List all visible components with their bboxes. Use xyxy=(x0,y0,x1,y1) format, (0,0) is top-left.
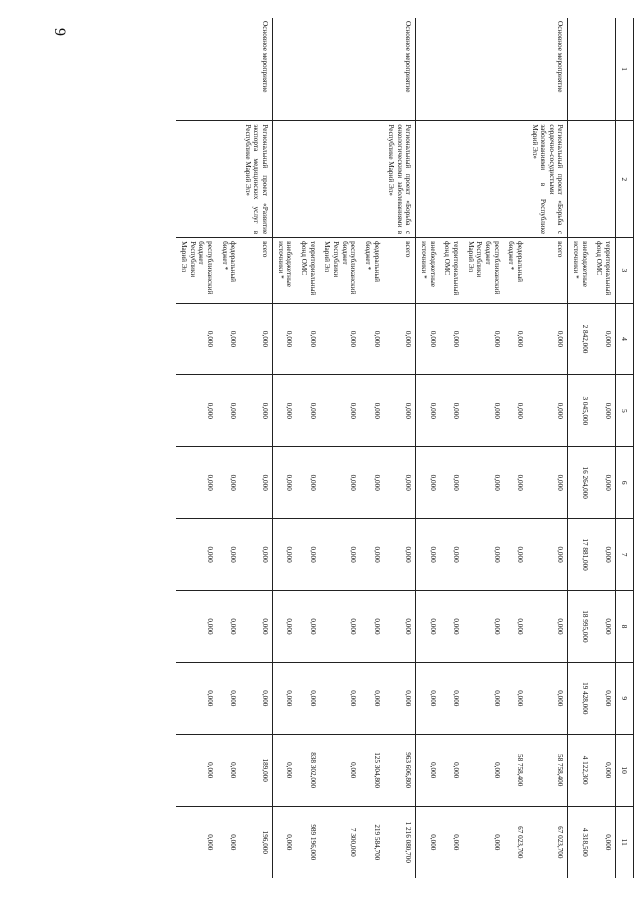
value-cell: 0,000 xyxy=(296,662,319,734)
value-cell: 0,000 xyxy=(176,662,217,734)
value-cell: 0,000 xyxy=(217,447,240,519)
value-cell: 0,000 xyxy=(360,303,383,375)
value-cell: 0,000 xyxy=(273,662,297,734)
value-cell: 0,000 xyxy=(240,591,272,663)
value-cell: 0,000 xyxy=(240,303,272,375)
table-row xyxy=(527,18,568,878)
activity-type-cell xyxy=(463,18,504,121)
project-name-cell xyxy=(296,121,319,238)
table-row xyxy=(217,18,240,878)
table-header-row xyxy=(616,18,634,878)
value-cell: 0,000 xyxy=(176,303,217,375)
value-cell: 0,000 xyxy=(320,303,361,375)
value-cell: 58 758,400 xyxy=(504,734,527,806)
project-name-cell xyxy=(504,121,527,238)
project-name-cell: Региональный проект «Развитие экспорта медицинских услуг в Республике Марий Эл» xyxy=(240,121,272,238)
value-cell: 0,000 xyxy=(504,303,527,375)
value-cell: 0,000 xyxy=(592,447,616,519)
activity-type-cell xyxy=(217,18,240,121)
column-header-5: 5 xyxy=(616,375,634,447)
value-cell: 67 023,700 xyxy=(504,806,527,878)
funding-source-cell: внебюджетные источники * xyxy=(273,238,297,303)
value-cell: 0,000 xyxy=(416,662,440,734)
value-cell: 0,000 xyxy=(296,303,319,375)
column-header-4: 4 xyxy=(616,303,634,375)
project-name-cell xyxy=(440,121,463,238)
value-cell: 0,000 xyxy=(296,591,319,663)
value-cell: 0,000 xyxy=(217,734,240,806)
value-cell: 0,000 xyxy=(440,519,463,591)
value-cell: 0,000 xyxy=(592,519,616,591)
value-cell: 0,000 xyxy=(527,662,568,734)
value-cell: 0,000 xyxy=(463,519,504,591)
table-row xyxy=(360,18,383,878)
value-cell: 0,000 xyxy=(416,591,440,663)
value-cell: 0,000 xyxy=(504,447,527,519)
value-cell: 0,000 xyxy=(440,303,463,375)
value-cell: 0,000 xyxy=(176,375,217,447)
value-cell: 0,000 xyxy=(360,662,383,734)
project-name-cell xyxy=(568,121,592,238)
value-cell: 0,000 xyxy=(176,519,217,591)
value-cell: 0,000 xyxy=(440,806,463,878)
table-row xyxy=(592,18,616,878)
value-cell: 0,000 xyxy=(320,447,361,519)
value-cell: 0,000 xyxy=(504,519,527,591)
value-cell: 1 216 080,700 xyxy=(384,806,416,878)
value-cell: 18 995,000 xyxy=(568,591,592,663)
funding-source-cell: всего xyxy=(527,238,568,303)
column-header-8: 8 xyxy=(616,591,634,663)
value-cell: 0,000 xyxy=(463,662,504,734)
value-cell: 0,000 xyxy=(296,375,319,447)
value-cell: 0,000 xyxy=(240,662,272,734)
value-cell: 0,000 xyxy=(240,447,272,519)
funding-source-cell: всего xyxy=(240,238,272,303)
column-header-9: 9 xyxy=(616,662,634,734)
value-cell: 0,000 xyxy=(527,591,568,663)
value-cell: 0,000 xyxy=(273,375,297,447)
value-cell: 0,000 xyxy=(273,519,297,591)
value-cell: 19 428,000 xyxy=(568,662,592,734)
value-cell: 0,000 xyxy=(384,375,416,447)
column-header-7: 7 xyxy=(616,519,634,591)
project-name-cell: Региональный проект «Борьба с онкологическими заболеваниями в Республике Марий Эл» xyxy=(384,121,416,238)
value-cell: 0,000 xyxy=(527,519,568,591)
value-cell: 0,000 xyxy=(384,662,416,734)
project-name-cell: Региональный проект «Борьба с сердечно-сосудистыми заболеваниями в Республике Марий Эл» xyxy=(527,121,568,238)
value-cell: 3 045,000 xyxy=(568,375,592,447)
value-cell: 0,000 xyxy=(320,734,361,806)
activity-type-cell xyxy=(440,18,463,121)
value-cell: 0,000 xyxy=(384,519,416,591)
value-cell: 0,000 xyxy=(416,447,440,519)
table-row xyxy=(416,18,440,878)
value-cell: 0,000 xyxy=(416,519,440,591)
value-cell: 0,000 xyxy=(416,303,440,375)
column-header-6: 6 xyxy=(616,447,634,519)
funding-source-cell: республиканский бюджет Республики Марий Эл xyxy=(176,238,217,303)
project-name-cell xyxy=(360,121,383,238)
table-row xyxy=(504,18,527,878)
value-cell: 219 584,700 xyxy=(360,806,383,878)
project-name-cell xyxy=(320,121,361,238)
table-row xyxy=(568,18,592,878)
value-cell: 7 300,000 xyxy=(320,806,361,878)
value-cell: 0,000 xyxy=(527,375,568,447)
value-cell: 0,000 xyxy=(273,447,297,519)
value-cell: 0,000 xyxy=(416,375,440,447)
activity-type-cell xyxy=(568,18,592,121)
value-cell: 0,000 xyxy=(504,375,527,447)
activity-type-cell xyxy=(176,18,217,121)
column-header-2: 2 xyxy=(616,121,634,238)
value-cell: 0,000 xyxy=(320,519,361,591)
table-row xyxy=(384,18,416,878)
value-cell: 0,000 xyxy=(217,375,240,447)
activity-type-cell xyxy=(273,18,297,121)
value-cell: 0,000 xyxy=(273,591,297,663)
value-cell: 0,000 xyxy=(360,591,383,663)
column-header-3: 3 xyxy=(616,238,634,303)
value-cell: 67 023,700 xyxy=(527,806,568,878)
funding-table xyxy=(176,18,634,878)
table-row xyxy=(463,18,504,878)
value-cell: 0,000 xyxy=(504,662,527,734)
value-cell: 989 196,000 xyxy=(296,806,319,878)
column-header-11: 11 xyxy=(616,806,634,878)
value-cell: 0,000 xyxy=(176,734,217,806)
value-cell: 0,000 xyxy=(440,375,463,447)
table-row xyxy=(320,18,361,878)
value-cell: 0,000 xyxy=(217,806,240,878)
value-cell: 4 122,300 xyxy=(568,734,592,806)
activity-type-cell xyxy=(296,18,319,121)
value-cell: 0,000 xyxy=(217,591,240,663)
value-cell: 0,000 xyxy=(176,591,217,663)
activity-type-cell xyxy=(592,18,616,121)
activity-type-cell: Основное мероприятие xyxy=(527,18,568,121)
project-name-cell xyxy=(416,121,440,238)
value-cell: 0,000 xyxy=(504,591,527,663)
value-cell: 0,000 xyxy=(273,734,297,806)
value-cell: 0,000 xyxy=(273,806,297,878)
value-cell: 0,000 xyxy=(320,591,361,663)
project-name-cell xyxy=(592,121,616,238)
value-cell: 0,000 xyxy=(384,303,416,375)
project-name-cell xyxy=(176,121,217,238)
table-row xyxy=(440,18,463,878)
table-body xyxy=(176,18,615,878)
value-cell: 125 304,800 xyxy=(360,734,383,806)
value-cell: 0,000 xyxy=(463,375,504,447)
value-cell: 0,000 xyxy=(217,303,240,375)
activity-type-cell: Основное мероприятие xyxy=(384,18,416,121)
table-row xyxy=(176,18,217,878)
funding-source-cell: всего xyxy=(384,238,416,303)
value-cell: 0,000 xyxy=(463,591,504,663)
value-cell: 0,000 xyxy=(592,734,616,806)
funding-source-cell: федеральный бюджет * xyxy=(360,238,383,303)
value-cell: 0,000 xyxy=(463,303,504,375)
activity-type-cell xyxy=(360,18,383,121)
value-cell: 0,000 xyxy=(240,375,272,447)
column-header-1: 1 xyxy=(616,18,634,121)
value-cell: 963 606,800 xyxy=(384,734,416,806)
funding-source-cell: федеральный бюджет * xyxy=(217,238,240,303)
activity-type-cell xyxy=(416,18,440,121)
value-cell: 0,000 xyxy=(296,519,319,591)
value-cell: 196,000 xyxy=(240,806,272,878)
activity-type-cell xyxy=(504,18,527,121)
value-cell: 0,000 xyxy=(296,447,319,519)
funding-source-cell: республиканский бюджет Республики Марий Эл xyxy=(320,238,361,303)
table-row xyxy=(296,18,319,878)
funding-source-cell: территориальный фонд ОМС xyxy=(592,238,616,303)
rotated-table-container xyxy=(100,18,634,878)
funding-source-cell: внебюджетные источники * xyxy=(416,238,440,303)
value-cell: 0,000 xyxy=(240,519,272,591)
funding-source-cell: территориальный фонд ОМС xyxy=(440,238,463,303)
value-cell: 0,000 xyxy=(360,447,383,519)
page-number: 9 xyxy=(51,28,68,36)
value-cell: 2 842,000 xyxy=(568,303,592,375)
value-cell: 0,000 xyxy=(217,519,240,591)
funding-source-cell: республиканский бюджет Республики Марий Эл xyxy=(463,238,504,303)
activity-type-cell xyxy=(320,18,361,121)
value-cell: 0,000 xyxy=(440,734,463,806)
value-cell: 0,000 xyxy=(273,303,297,375)
value-cell: 0,000 xyxy=(440,662,463,734)
value-cell: 0,000 xyxy=(360,375,383,447)
funding-source-cell: федеральный бюджет * xyxy=(504,238,527,303)
value-cell: 189,000 xyxy=(240,734,272,806)
value-cell: 16 264,000 xyxy=(568,447,592,519)
value-cell: 0,000 xyxy=(320,662,361,734)
table-row xyxy=(273,18,297,878)
project-name-cell xyxy=(217,121,240,238)
funding-source-cell: территориальный фонд ОМС xyxy=(296,238,319,303)
project-name-cell xyxy=(273,121,297,238)
value-cell: 838 302,000 xyxy=(296,734,319,806)
value-cell: 58 758,400 xyxy=(527,734,568,806)
value-cell: 0,000 xyxy=(217,662,240,734)
value-cell: 0,000 xyxy=(463,447,504,519)
value-cell: 0,000 xyxy=(592,662,616,734)
column-header-10: 10 xyxy=(616,734,634,806)
value-cell: 0,000 xyxy=(527,303,568,375)
funding-source-cell: внебюджетные источники * xyxy=(568,238,592,303)
value-cell: 0,000 xyxy=(527,447,568,519)
value-cell: 4 318,500 xyxy=(568,806,592,878)
value-cell: 0,000 xyxy=(463,806,504,878)
value-cell: 0,000 xyxy=(592,303,616,375)
value-cell: 0,000 xyxy=(592,591,616,663)
value-cell: 0,000 xyxy=(463,734,504,806)
project-name-cell xyxy=(463,121,504,238)
value-cell: 0,000 xyxy=(360,519,383,591)
value-cell: 0,000 xyxy=(440,591,463,663)
value-cell: 0,000 xyxy=(592,806,616,878)
value-cell: 0,000 xyxy=(440,447,463,519)
value-cell: 0,000 xyxy=(176,447,217,519)
value-cell: 0,000 xyxy=(384,591,416,663)
value-cell: 0,000 xyxy=(320,375,361,447)
value-cell: 0,000 xyxy=(176,806,217,878)
value-cell: 0,000 xyxy=(592,375,616,447)
value-cell: 0,000 xyxy=(384,447,416,519)
value-cell: 0,000 xyxy=(416,734,440,806)
value-cell: 17 881,000 xyxy=(568,519,592,591)
value-cell: 0,000 xyxy=(416,806,440,878)
activity-type-cell: Основное мероприятие xyxy=(240,18,272,121)
table-row xyxy=(240,18,272,878)
